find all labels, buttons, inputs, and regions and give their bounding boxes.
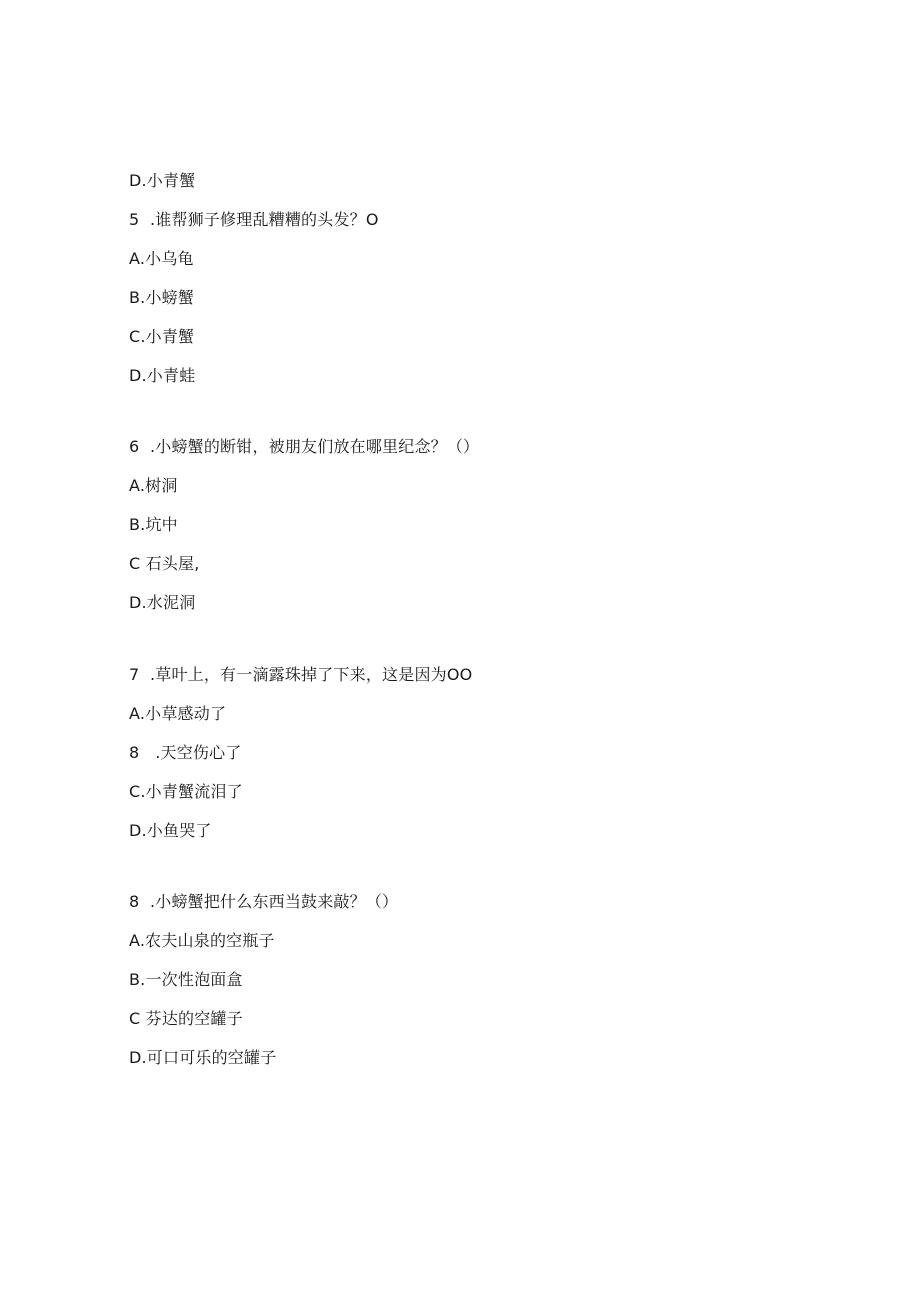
option-line: C 芬达的空罐子 [129,1009,243,1028]
option-line: A.小草感动了 [129,704,227,723]
question-line: 8 .小螃蟹把什么东西当鼓来敲？（） [129,892,399,911]
option-line: A.小乌龟 [129,249,194,268]
option-line: C.小青蟹 [129,327,195,346]
option-line: D.可口可乐的空罐子 [129,1048,277,1067]
option-line: C.小青蟹流泪了 [129,782,243,801]
question-line: 7 .草叶上，有一滴露珠掉了下来，这是因为OO [129,665,473,684]
question-line: 5 .谁帮狮子修理乱糟糟的头发？O [129,210,379,229]
option-line: D.水泥洞 [129,593,196,612]
option-line: A.农夫山泉的空瓶子 [129,931,275,950]
option-line: B.小螃蟹 [129,288,195,307]
option-line: D.小青蛙 [129,366,196,385]
option-line: 8 .天空伤心了 [129,743,242,762]
option-line: B.坑中 [129,515,178,534]
option-line: D.小青蟹 [129,171,196,190]
option-line: B.一次性泡面盒 [129,970,243,989]
option-line: D.小鱼哭了 [129,821,212,840]
option-line: A.树洞 [129,476,178,495]
question-line: 6 .小螃蟹的断钳，被朋友们放在哪里纪念？（） [129,437,480,456]
option-line: C 石头屋, [129,554,200,573]
